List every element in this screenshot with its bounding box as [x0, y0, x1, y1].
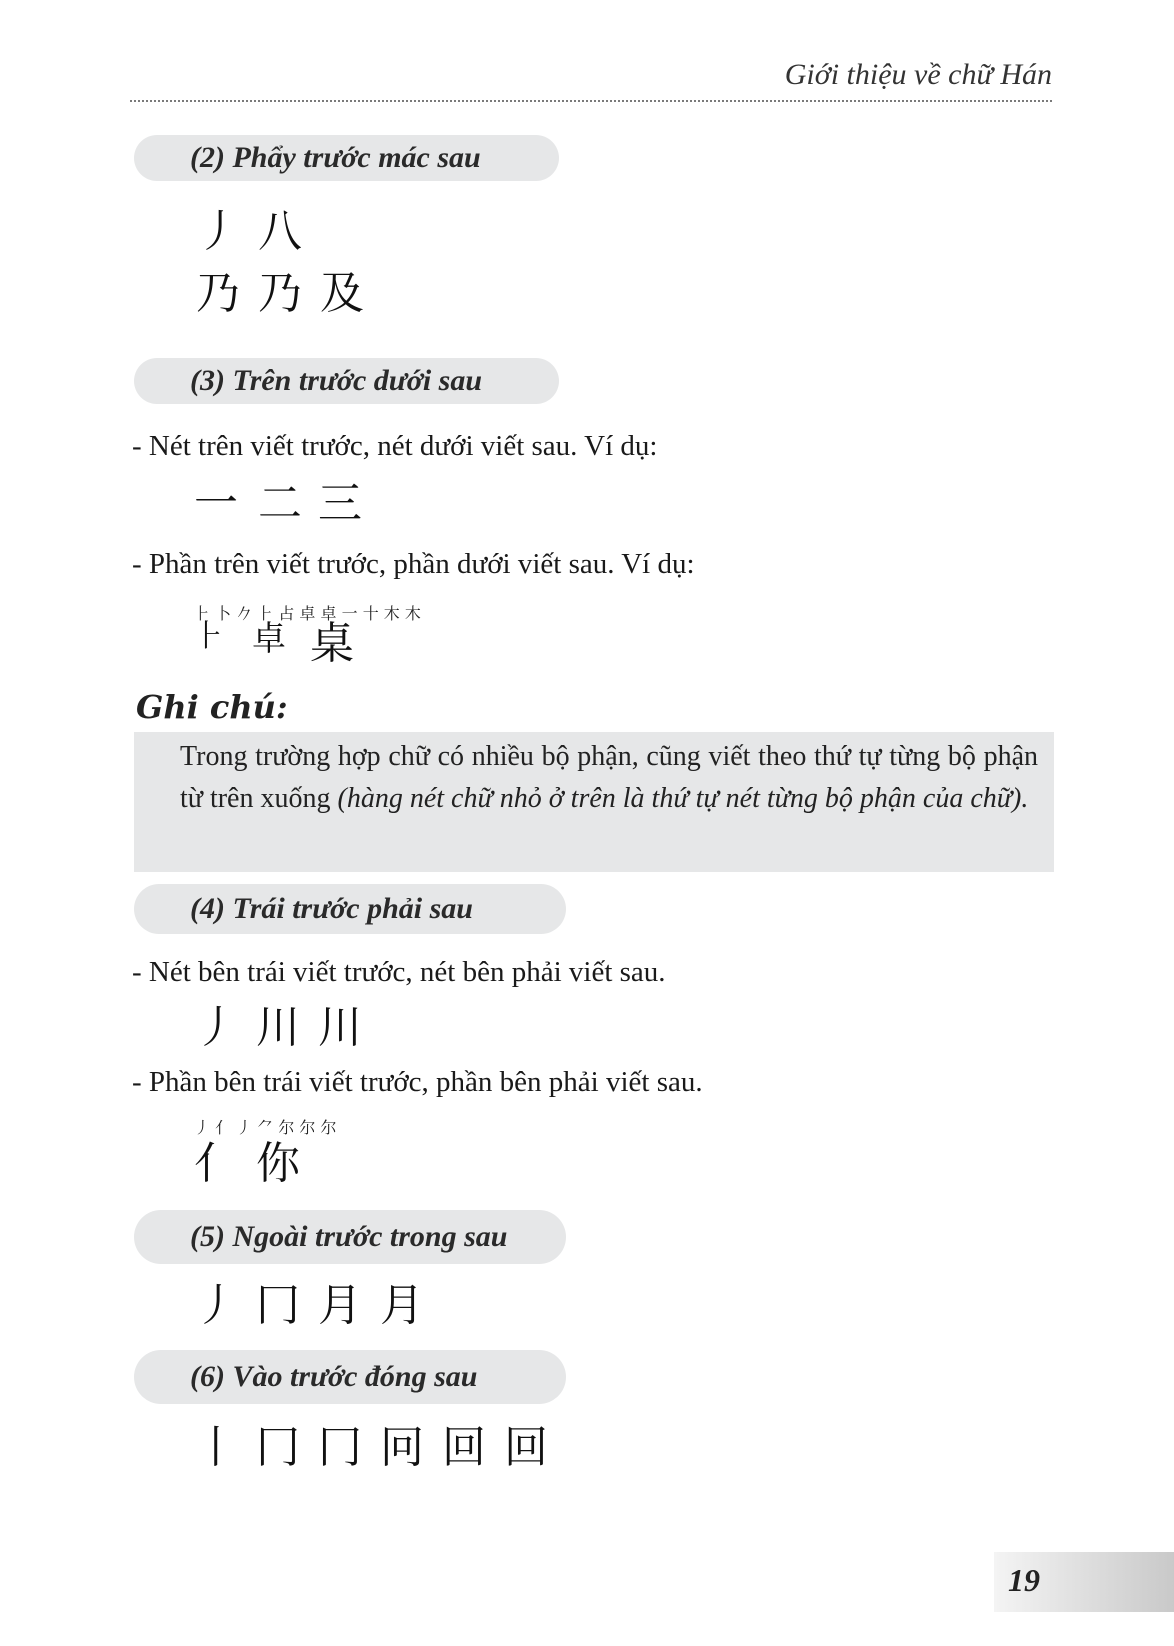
section-heading-2-label: (2) Phẩy trước mác sau: [190, 141, 481, 174]
section-heading-4: [134, 884, 566, 934]
stroke-char: 冂: [318, 1422, 362, 1473]
stroke-row-s3-1: [194, 478, 494, 529]
stroke-char: 八: [258, 206, 302, 257]
stroke-char: 月: [380, 1280, 424, 1331]
stroke-char: 丿: [194, 1002, 238, 1053]
stroke-char: 丿: [194, 1280, 238, 1331]
stroke-row-s3-2: [194, 618, 494, 669]
stroke-char: 桌: [310, 618, 354, 669]
stroke-row-s4-1: [194, 1002, 494, 1053]
note-box: [134, 732, 1054, 872]
page-number: 19: [1008, 1562, 1040, 1598]
stroke-row-s2-2: [196, 268, 496, 319]
rule-text: - Nét bên trái viết trước, nét bên phải viết sau.: [132, 956, 666, 988]
section-heading-5-label: (5) Ngoài trước trong sau: [190, 1220, 508, 1253]
stroke-char: 冂: [256, 1422, 300, 1473]
note-title: Ghi chú:: [136, 688, 288, 726]
section-heading-5: [134, 1210, 566, 1264]
section-heading-6-label: (6) Vào trước đóng sau: [190, 1360, 478, 1393]
note-text-italic: (hàng nét chữ nhỏ ở trên là thứ tự nét từng bộ phận của chữ).: [337, 783, 1029, 814]
section-heading-2: [134, 135, 559, 181]
stroke-char: 丿: [196, 206, 240, 257]
stroke-char: 一: [194, 478, 238, 529]
rule-text: - Phần trên viết trước, phần dưới viết sau. Ví dụ:: [132, 548, 695, 580]
stroke-order-small: 丿 亻 丿 ⺈ 尔 尔 尔: [194, 1118, 337, 1137]
stroke-char: 卓: [252, 619, 286, 659]
stroke-char: 回: [504, 1422, 548, 1473]
stroke-row-s6-1: [194, 1422, 594, 1473]
stroke-char: 冋: [380, 1422, 424, 1473]
stroke-char: 乃: [196, 268, 240, 319]
stroke-char: 乃: [258, 268, 302, 319]
section-heading-6: [134, 1350, 566, 1404]
stroke-char: ⺊: [194, 619, 224, 654]
stroke-char: 冂: [256, 1280, 300, 1331]
stroke-char: 川: [318, 1002, 362, 1053]
stroke-char: 及: [320, 268, 364, 319]
note-text: [180, 736, 1038, 820]
stroke-char: 三: [318, 478, 362, 529]
running-header: [130, 56, 1052, 102]
page-number-tab: [994, 1552, 1174, 1612]
stroke-row-s2-1: [196, 206, 496, 257]
stroke-char: 丨: [194, 1422, 238, 1473]
stroke-char: 川: [256, 1002, 300, 1053]
section-heading-3: [134, 358, 559, 404]
stroke-char: 二: [258, 478, 302, 529]
stroke-char: 亻: [194, 1138, 238, 1189]
stroke-char: 回: [442, 1422, 486, 1473]
section-heading-3-label: (3) Trên trước dưới sau: [190, 364, 483, 397]
header-title: Giới thiệu về chữ Hán: [784, 58, 1052, 91]
note-text-plain: Trong trường hợp chữ có nhiều bộ phận, cũng viết theo thứ tự từng bộ phận từ trên xuống: [180, 741, 1038, 814]
section-heading-4-label: (4) Trái trước phải sau: [190, 892, 473, 925]
stroke-row-s5-1: [194, 1280, 494, 1331]
rule-text: - Nét trên viết trước, nét dưới viết sau. Ví dụ:: [132, 430, 658, 462]
rule-text: - Phần bên trái viết trước, phần bên phải viết sau.: [132, 1066, 703, 1098]
stroke-char: 你: [256, 1138, 300, 1189]
stroke-row-s4-2: [194, 1138, 494, 1189]
stroke-char: 月: [318, 1280, 362, 1331]
stroke-order-small: ⺊ 卜 𠂊 ⺊ 占 卓 卓 一 十 木 木: [194, 604, 421, 623]
